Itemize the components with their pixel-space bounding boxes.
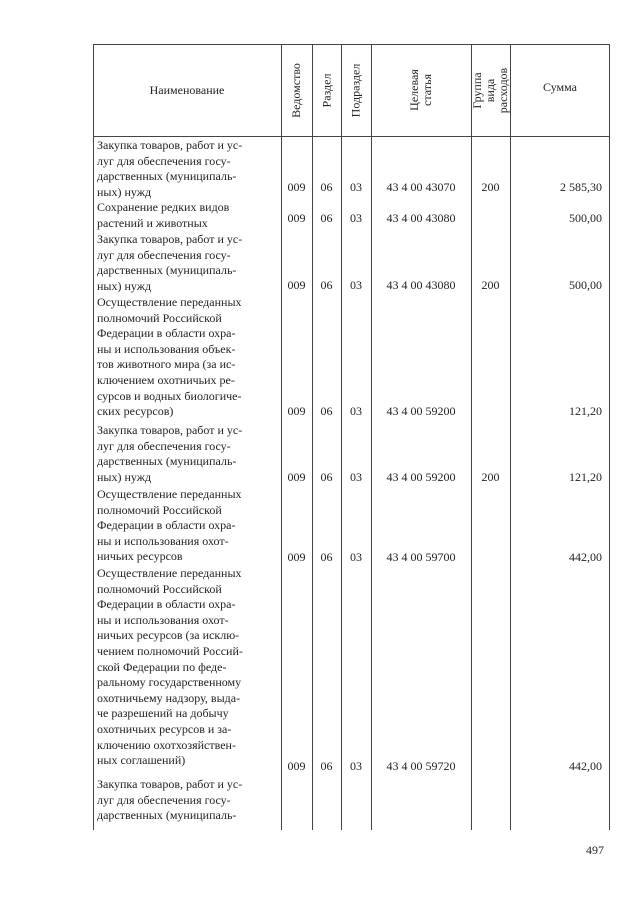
row-name: Осуществление переданных полномочий Российской Федерации в области охра- ны и использования объек- тов животного мира (за ис- ключением охотничьих ре- сурсов и водных биологиче- ских ресурсов) <box>97 295 242 419</box>
header-name: Наименование <box>149 83 225 97</box>
row-podrazdel: 03 <box>350 211 362 225</box>
row-summa: 442,00 <box>569 759 602 773</box>
column-divider <box>371 44 372 830</box>
row-celevaya-statya: 43 4 00 59200 <box>386 470 456 484</box>
row-podrazdel: 03 <box>350 550 362 564</box>
row-celevaya-statya: 43 4 00 43080 <box>386 211 456 225</box>
row-podrazdel: 03 <box>350 470 362 484</box>
row-celevaya-statya: 43 4 00 59720 <box>386 759 456 773</box>
column-divider <box>341 44 342 830</box>
row-vedomstvo: 009 <box>287 180 306 194</box>
header-gruppa-vida-rashodov: Группа вида расходов <box>470 67 510 113</box>
row-name: Закупка товаров, работ и ус- луг для обеспечения госу- дарственных (муниципаль- ных) нужд <box>97 138 243 199</box>
header-summa: Сумма <box>543 80 577 94</box>
row-vedomstvo: 009 <box>287 278 306 292</box>
table-left-border <box>93 44 94 830</box>
row-name: Осуществление переданных полномочий Российской Федерации в области охра- ны и использования охот- ничьих ресурсов (за исклю- чением полномочий Россий- ской Федерации по феде- ральному государственному охотничьему надзору, выда- че разрешений на добычу охотничьих ресурсов и за- ключению охотхозяйствен- ных соглашений) <box>97 566 243 768</box>
page-number: 497 <box>586 843 604 857</box>
row-name: Закупка товаров, работ и ус- луг для обеспечения госу- дарственных (муниципаль- ных) нужд <box>97 232 243 293</box>
header-razdel: Раздел <box>319 73 334 107</box>
row-podrazdel: 03 <box>350 404 362 418</box>
header-vedomstvo: Ведомство <box>289 62 304 118</box>
column-divider <box>510 44 511 830</box>
column-divider <box>281 44 282 830</box>
row-celevaya-statya: 43 4 00 43080 <box>386 278 456 292</box>
row-razdel: 06 <box>320 180 333 194</box>
row-summa: 121,20 <box>569 470 602 484</box>
row-gruppa: 200 <box>481 278 500 292</box>
header-celevaya-statya: Целевая статья <box>407 69 434 111</box>
row-podrazdel: 03 <box>350 759 362 773</box>
row-vedomstvo: 009 <box>287 211 306 225</box>
row-razdel: 06 <box>320 759 333 773</box>
row-vedomstvo: 009 <box>287 759 306 773</box>
row-summa: 2 585,30 <box>560 180 602 194</box>
row-name: Сохранение редких видов растений и животных <box>97 200 230 230</box>
column-divider <box>471 44 472 830</box>
row-razdel: 06 <box>320 550 333 564</box>
row-summa: 500,00 <box>569 211 602 225</box>
row-name: Закупка товаров, работ и ус- луг для обеспечения госу- дарственных (муниципаль- ных) нужд <box>97 423 243 484</box>
row-vedomstvo: 009 <box>287 550 306 564</box>
row-gruppa: 200 <box>481 180 500 194</box>
row-name: Закупка товаров, работ и ус- луг для обеспечения госу- дарственных (муниципаль- <box>97 777 243 823</box>
row-razdel: 06 <box>320 404 333 418</box>
header-bottom-border <box>93 136 610 137</box>
row-vedomstvo: 009 <box>287 404 306 418</box>
row-razdel: 06 <box>320 470 333 484</box>
row-razdel: 06 <box>320 211 333 225</box>
row-name: Осуществление переданных полномочий Российской Федерации в области охра- ны и использования охот- ничьих ресурсов <box>97 487 242 564</box>
row-gruppa: 200 <box>481 470 500 484</box>
row-celevaya-statya: 43 4 00 59700 <box>386 550 456 564</box>
table-right-border <box>609 44 610 830</box>
row-summa: 442,00 <box>569 550 602 564</box>
row-podrazdel: 03 <box>350 180 362 194</box>
row-celevaya-statya: 43 4 00 43070 <box>386 180 456 194</box>
column-divider <box>312 44 313 830</box>
header-podrazdel: Подраздел <box>348 63 363 117</box>
row-vedomstvo: 009 <box>287 470 306 484</box>
row-summa: 500,00 <box>569 278 602 292</box>
row-razdel: 06 <box>320 278 333 292</box>
row-podrazdel: 03 <box>350 278 362 292</box>
row-celevaya-statya: 43 4 00 59200 <box>386 404 456 418</box>
row-summa: 121,20 <box>569 404 602 418</box>
